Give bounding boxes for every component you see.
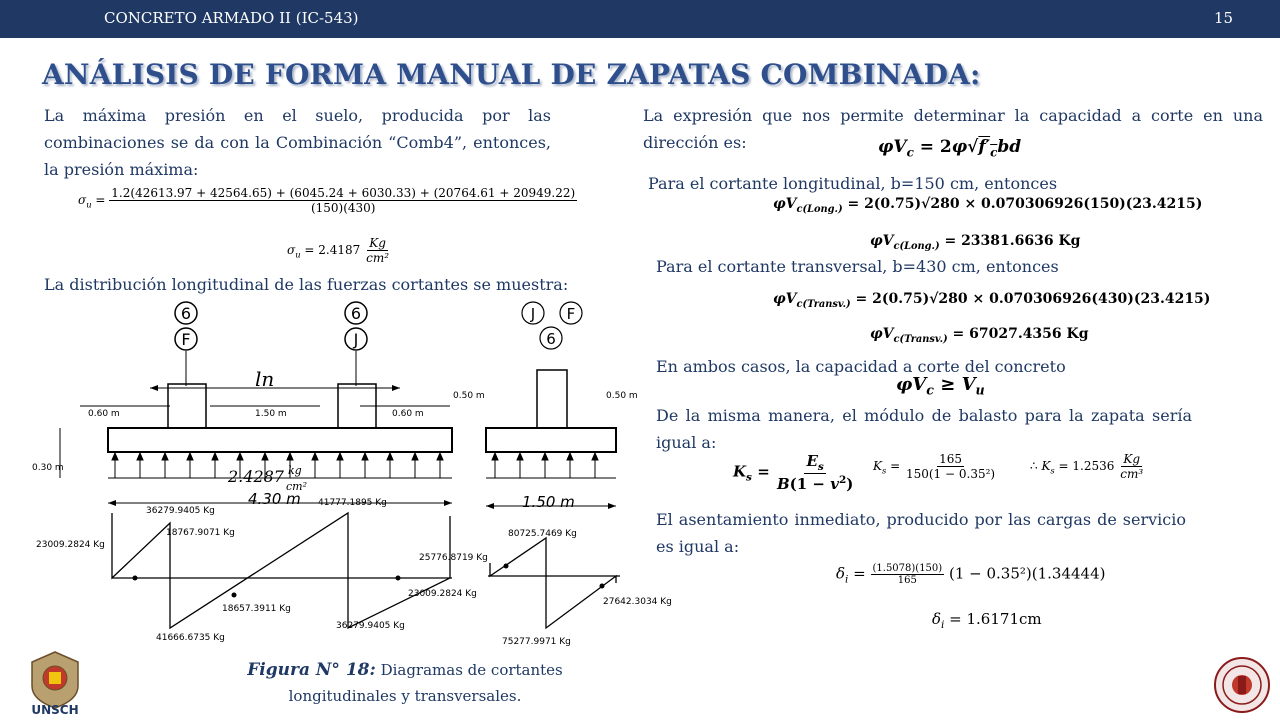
page-number: 15 bbox=[1214, 9, 1234, 27]
header-bar bbox=[0, 0, 1280, 38]
right-paragraph-5: De la misma manera, el módulo de balasto para la zapata sería igual a: bbox=[656, 406, 1192, 452]
grid-bubble-6-left bbox=[175, 302, 197, 386]
trans-shear-value: 67027.4356 Kg bbox=[969, 326, 1089, 342]
right-paragraph-4: En ambos casos, la capacidad a corte del concreto bbox=[656, 357, 1066, 376]
length-430: 4.30 m bbox=[248, 490, 301, 508]
settlement-equation: $\delta_i$ = $\frac{(1.5078)(150)}{165}$ (1 − 0.35²)(1.34444) bbox=[836, 563, 1106, 586]
figure-label: Figura N° 18: bbox=[247, 660, 376, 680]
pressure-value: 2.4187 bbox=[318, 243, 361, 257]
shear-v4: 41777.1895 Kg bbox=[318, 498, 387, 508]
ln-label: ln bbox=[255, 367, 275, 391]
ballast-calculation: $K_s$ = $\frac{165}{\text{150(1 − 0.35²)}}$ bbox=[873, 452, 996, 481]
label-6-trans: 6 bbox=[546, 330, 556, 348]
shear-v2: 36279.9405 Kg bbox=[146, 506, 215, 516]
pressure-result: $\sigma_u = 2.4187$ $\frac{Kg}{\text{cm²}}$ bbox=[287, 236, 390, 265]
shear-capacity-formula: $\varphi V_c = 2\varphi√f'_cbd$ bbox=[878, 137, 1022, 160]
right-paragraph-2: Para el cortante longitudinal, b=150 cm, entonces bbox=[648, 174, 1058, 193]
ks-unit-num: Kg bbox=[1123, 452, 1141, 466]
transversal-shear-diagram bbox=[419, 529, 672, 646]
ks-unit-den: cm³ bbox=[1120, 467, 1144, 481]
label-F-left: F bbox=[181, 330, 191, 349]
transversal-footing bbox=[453, 370, 638, 511]
left-paragraph-1: La máxima presión en el suelo, producida por las combinaciones se da con la Combinación “Comb4”, entonces, la presión máxima: bbox=[44, 106, 551, 179]
pressure-label: 2.4287 bbox=[228, 467, 284, 486]
label-6-right: 6 bbox=[350, 304, 362, 323]
ks-numerator: 165 bbox=[939, 452, 962, 466]
dim-150-mid: 1.50 m bbox=[255, 409, 287, 419]
shear-v1: 23009.2824 Kg bbox=[36, 540, 105, 550]
pressure-equation: $\sigma_u$ = 1.2(42613.97 + 42564.65) + (6045.24 + 6030.33) + (20764.61 + 20949.22) (150)(430) bbox=[78, 186, 576, 215]
label-F-trans: F bbox=[566, 305, 576, 323]
shear-v6: 23009.2824 Kg bbox=[408, 589, 477, 599]
long-shear-expr: 2(0.75)√280 × 0.070306926(150)(23.4215) bbox=[864, 196, 1203, 212]
label-6-left: 6 bbox=[180, 304, 192, 323]
settlement-result: $\delta_i = 1.6171cm$ bbox=[932, 610, 1042, 631]
long-shear-value: 23381.6636 Kg bbox=[961, 233, 1081, 249]
course-title: CONCRETO ARMADO II (IC-543) bbox=[104, 9, 359, 27]
trans-shear-expr: 2(0.75)√280 × 0.070306926(430)(23.4215) bbox=[872, 291, 1211, 307]
right-paragraph-6: El asentamiento inmediato, producido por las cargas de servicio es igual a: bbox=[656, 510, 1186, 556]
length-150: 1.50 m bbox=[522, 493, 575, 511]
long-shear-result: $\varphi V_{c(Long.)} = 23381.6636$ Kg bbox=[870, 233, 1081, 252]
shear-diagram-figure bbox=[30, 298, 676, 646]
shear-v5: 18657.3911 Kg bbox=[222, 604, 291, 614]
ks-denominator: 150(1 − 0.35²) bbox=[905, 467, 996, 481]
ks-value: 1.2536 bbox=[1072, 459, 1115, 473]
figure-caption bbox=[215, 657, 595, 709]
grid-bubble-6-right bbox=[345, 302, 367, 386]
delta-numerator: (1.5078)(150) bbox=[872, 563, 943, 574]
unsch-logo bbox=[20, 650, 90, 718]
long-shear-equation: $\varphi V_{c(Long.)} = 2(0.75)√280 \times 0.070306926(150)(23.4215)$ bbox=[773, 196, 1203, 215]
delta-value: 1.6171cm bbox=[966, 610, 1042, 628]
longitudinal-footing bbox=[32, 384, 452, 508]
dim-060-left: 0.60 m bbox=[88, 409, 120, 419]
longitudinal-shear-diagram bbox=[36, 498, 477, 643]
delta-rest: (1 − 0.35²)(1.34444) bbox=[948, 564, 1106, 583]
right-paragraph-3: Para el cortante transversal, b=430 cm, entonces bbox=[656, 257, 1059, 276]
trans-shear-result: $\varphi V_{c(Transv.)} = 67027.4356$ Kg bbox=[870, 326, 1089, 345]
label-J-trans: J bbox=[530, 305, 536, 323]
engineering-seal-logo bbox=[1213, 656, 1271, 714]
trans-shear-t4: 75277.9971 Kg bbox=[502, 637, 571, 646]
sigma-subscript: u bbox=[86, 199, 92, 210]
ballast-result: ∴ $K_s = 1.2536$ $\frac{Kg}{\text{cm³}}$ bbox=[1030, 452, 1144, 481]
trans-shear-t3: 27642.3034 Kg bbox=[603, 597, 672, 607]
grid-bubbles-transversal bbox=[522, 302, 582, 349]
page-title: ANÁLISIS DE FORMA MANUAL DE ZAPATAS COMBINADA: bbox=[42, 58, 981, 91]
pressure-unit-num: Kg bbox=[369, 236, 386, 250]
ballast-formula: $K_s$ = $\frac{E_s}{B(1 - v^2)}$ bbox=[733, 452, 854, 493]
shear-v3: 18767.9071 Kg bbox=[166, 528, 235, 538]
pressure-numerator: 1.2(42613.97 + 42564.65) + (6045.24 + 6030.33) + (20764.61 + 20949.22) bbox=[111, 186, 576, 200]
pressure-unit-den-fig: cm² bbox=[286, 480, 308, 493]
dim-030: 0.30 m bbox=[32, 463, 64, 473]
dim-050-left: 0.50 m bbox=[453, 391, 485, 401]
figure-description: Diagramas de cortantes longitudinales y transversales. bbox=[288, 661, 563, 705]
trans-shear-equation: $\varphi V_{c(Transv.)} = 2(0.75)√280 \times 0.070306926(430)(23.4215)$ bbox=[773, 291, 1211, 310]
pressure-unit-den: cm² bbox=[366, 251, 390, 265]
dim-050-right: 0.50 m bbox=[606, 391, 638, 401]
shear-v7: 41666.6735 Kg bbox=[156, 633, 225, 643]
sigma-symbol: σ bbox=[78, 193, 87, 207]
pressure-unit-num-fig: kg bbox=[288, 464, 302, 477]
left-paragraph-2: La distribución longitudinal de las fuerzas cortantes se muestra: bbox=[44, 275, 569, 294]
trans-shear-t1: 80725.7469 Kg bbox=[508, 529, 577, 539]
shear-v8: 36279.9405 Kg bbox=[336, 621, 405, 631]
right-paragraph-1: La expresión que nos permite determinar la capacidad a corte en una dirección es: bbox=[643, 106, 1263, 152]
unsch-logo-text: UNSCH bbox=[31, 703, 79, 717]
capacity-inequality: $\varphi V_c \ge V_u$ bbox=[896, 374, 985, 398]
dim-060-right: 0.60 m bbox=[392, 409, 424, 419]
trans-shear-t2: 25776.8719 Kg bbox=[419, 553, 488, 563]
pressure-denominator: (150)(430) bbox=[310, 201, 376, 215]
label-J-mid: J bbox=[353, 330, 359, 349]
delta-denominator: 165 bbox=[897, 575, 917, 586]
